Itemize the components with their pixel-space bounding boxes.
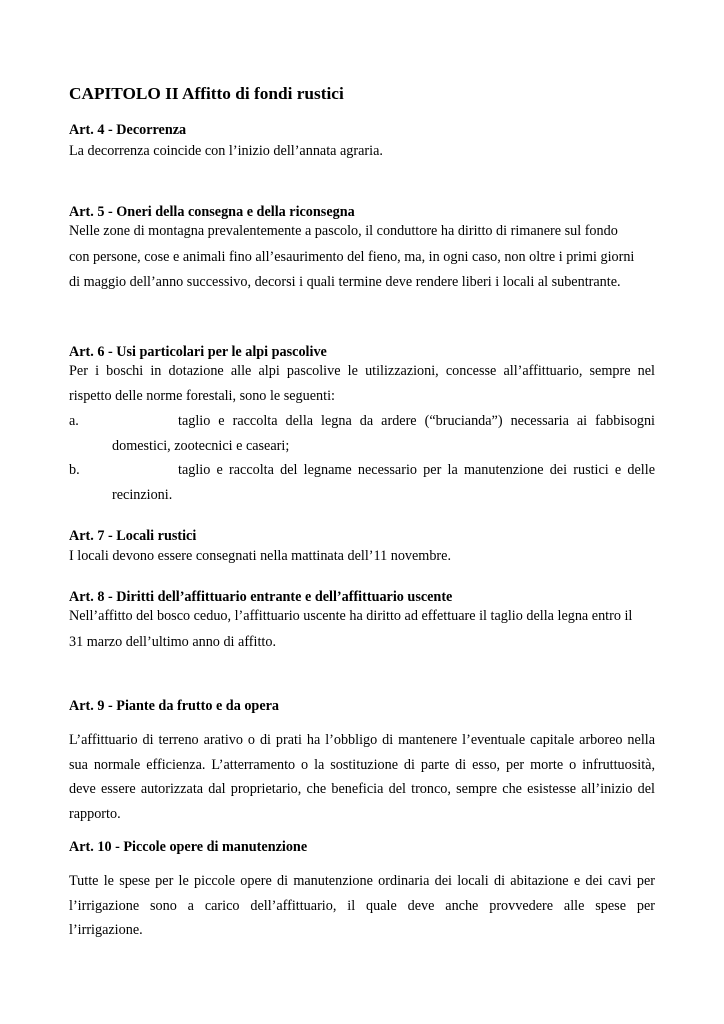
article-5-line-2: con persone, cose e animali fino all’esaurimento del fieno, ma, in ogni caso, non oltre i primi giorni (69, 249, 635, 265)
list-item-b-marker: b. (69, 462, 80, 478)
article-6-line-1: Per i boschi in dotazione alle alpi pascolive le utilizzazioni, concesse all’affittuario, sempre nel (69, 363, 655, 379)
list-item-a-line-1: taglio e raccolta della legna da ardere (“bruciandа”) necessaria ai fabbisogni (178, 413, 655, 429)
article-10-line-1: Tutte le spese per le piccole opere di manutenzione ordinaria dei locali di abitazione e dei cavi per (69, 873, 655, 889)
article-10-line-3: l’irrigazione. (69, 922, 143, 938)
article-5-line-1: Nelle zone di montagna prevalentemente a pascolo, il conduttore ha diritto di rimanere sul fondo (69, 223, 618, 239)
article-4-line-1: La decorrenza coincide con l’inizio dell’annata agraria. (69, 143, 383, 159)
article-9-line-3: deve essere autorizzata dal proprietario, che beneficia del tronco, sempre che esistesse all’inizio del (69, 781, 655, 797)
list-item-b-line-1: taglio e raccolta del legname necessario per la manutenzione dei rustici e delle (178, 462, 655, 478)
article-10-heading: Art. 10 - Piccole opere di manutenzione (69, 839, 308, 855)
list-item-a-line-2: domestici, zootecnici e caseari; (112, 438, 290, 454)
article-8-line-2: 31 marzo dell’ultimo anno di affitto. (69, 634, 276, 650)
article-9-heading: Art. 9 - Piante da frutto e da opera (69, 698, 280, 714)
article-6-line-2: rispetto delle norme forestali, sono le seguenti: (69, 388, 335, 404)
article-8-line-1: Nell’affitto del bosco ceduo, l’affittuario uscente ha diritto ad effettuare il taglio della legna entro il (69, 608, 633, 624)
article-9-line-4: rapporto. (69, 806, 121, 822)
article-6-heading: Art. 6 - Usi particolari per le alpi pascolive (69, 344, 327, 360)
list-item-a-marker: a. (69, 413, 79, 429)
article-7-heading: Art. 7 - Locali rustici (69, 528, 197, 544)
article-5-line-3: di maggio dell’anno successivo, decorsi i quali termine deve rendere liberi i locali al subentrante. (69, 274, 621, 290)
chapter-title: CAPITOLO II Affitto di fondi rustici (69, 84, 344, 103)
article-9-line-1: L’affittuario di terreno arativo o di prati ha l’obbligo di mantenere l’eventuale capitale arboreo nella (69, 732, 655, 748)
list-item-b-line-2: recinzioni. (112, 487, 173, 503)
article-9-line-2: sua normale efficienza. L’atterramento o la sostituzione di parte di esso, per morte o infruttuosità, (69, 757, 655, 773)
article-8-heading: Art. 8 - Diritti dell’affittuario entrante e dell’affittuario uscente (69, 589, 453, 605)
article-7-line-1: I locali devono essere consegnati nella mattinata dell’11 novembre. (69, 548, 452, 564)
article-5-heading: Art. 5 - Oneri della consegna e della riconsegna (69, 204, 355, 220)
article-10-line-2: l’irrigazione sono a carico dell’affittuario, il quale deve anche provvedere alle spese per (69, 898, 655, 914)
article-4-heading: Art. 4 - Decorrenza (69, 122, 187, 138)
